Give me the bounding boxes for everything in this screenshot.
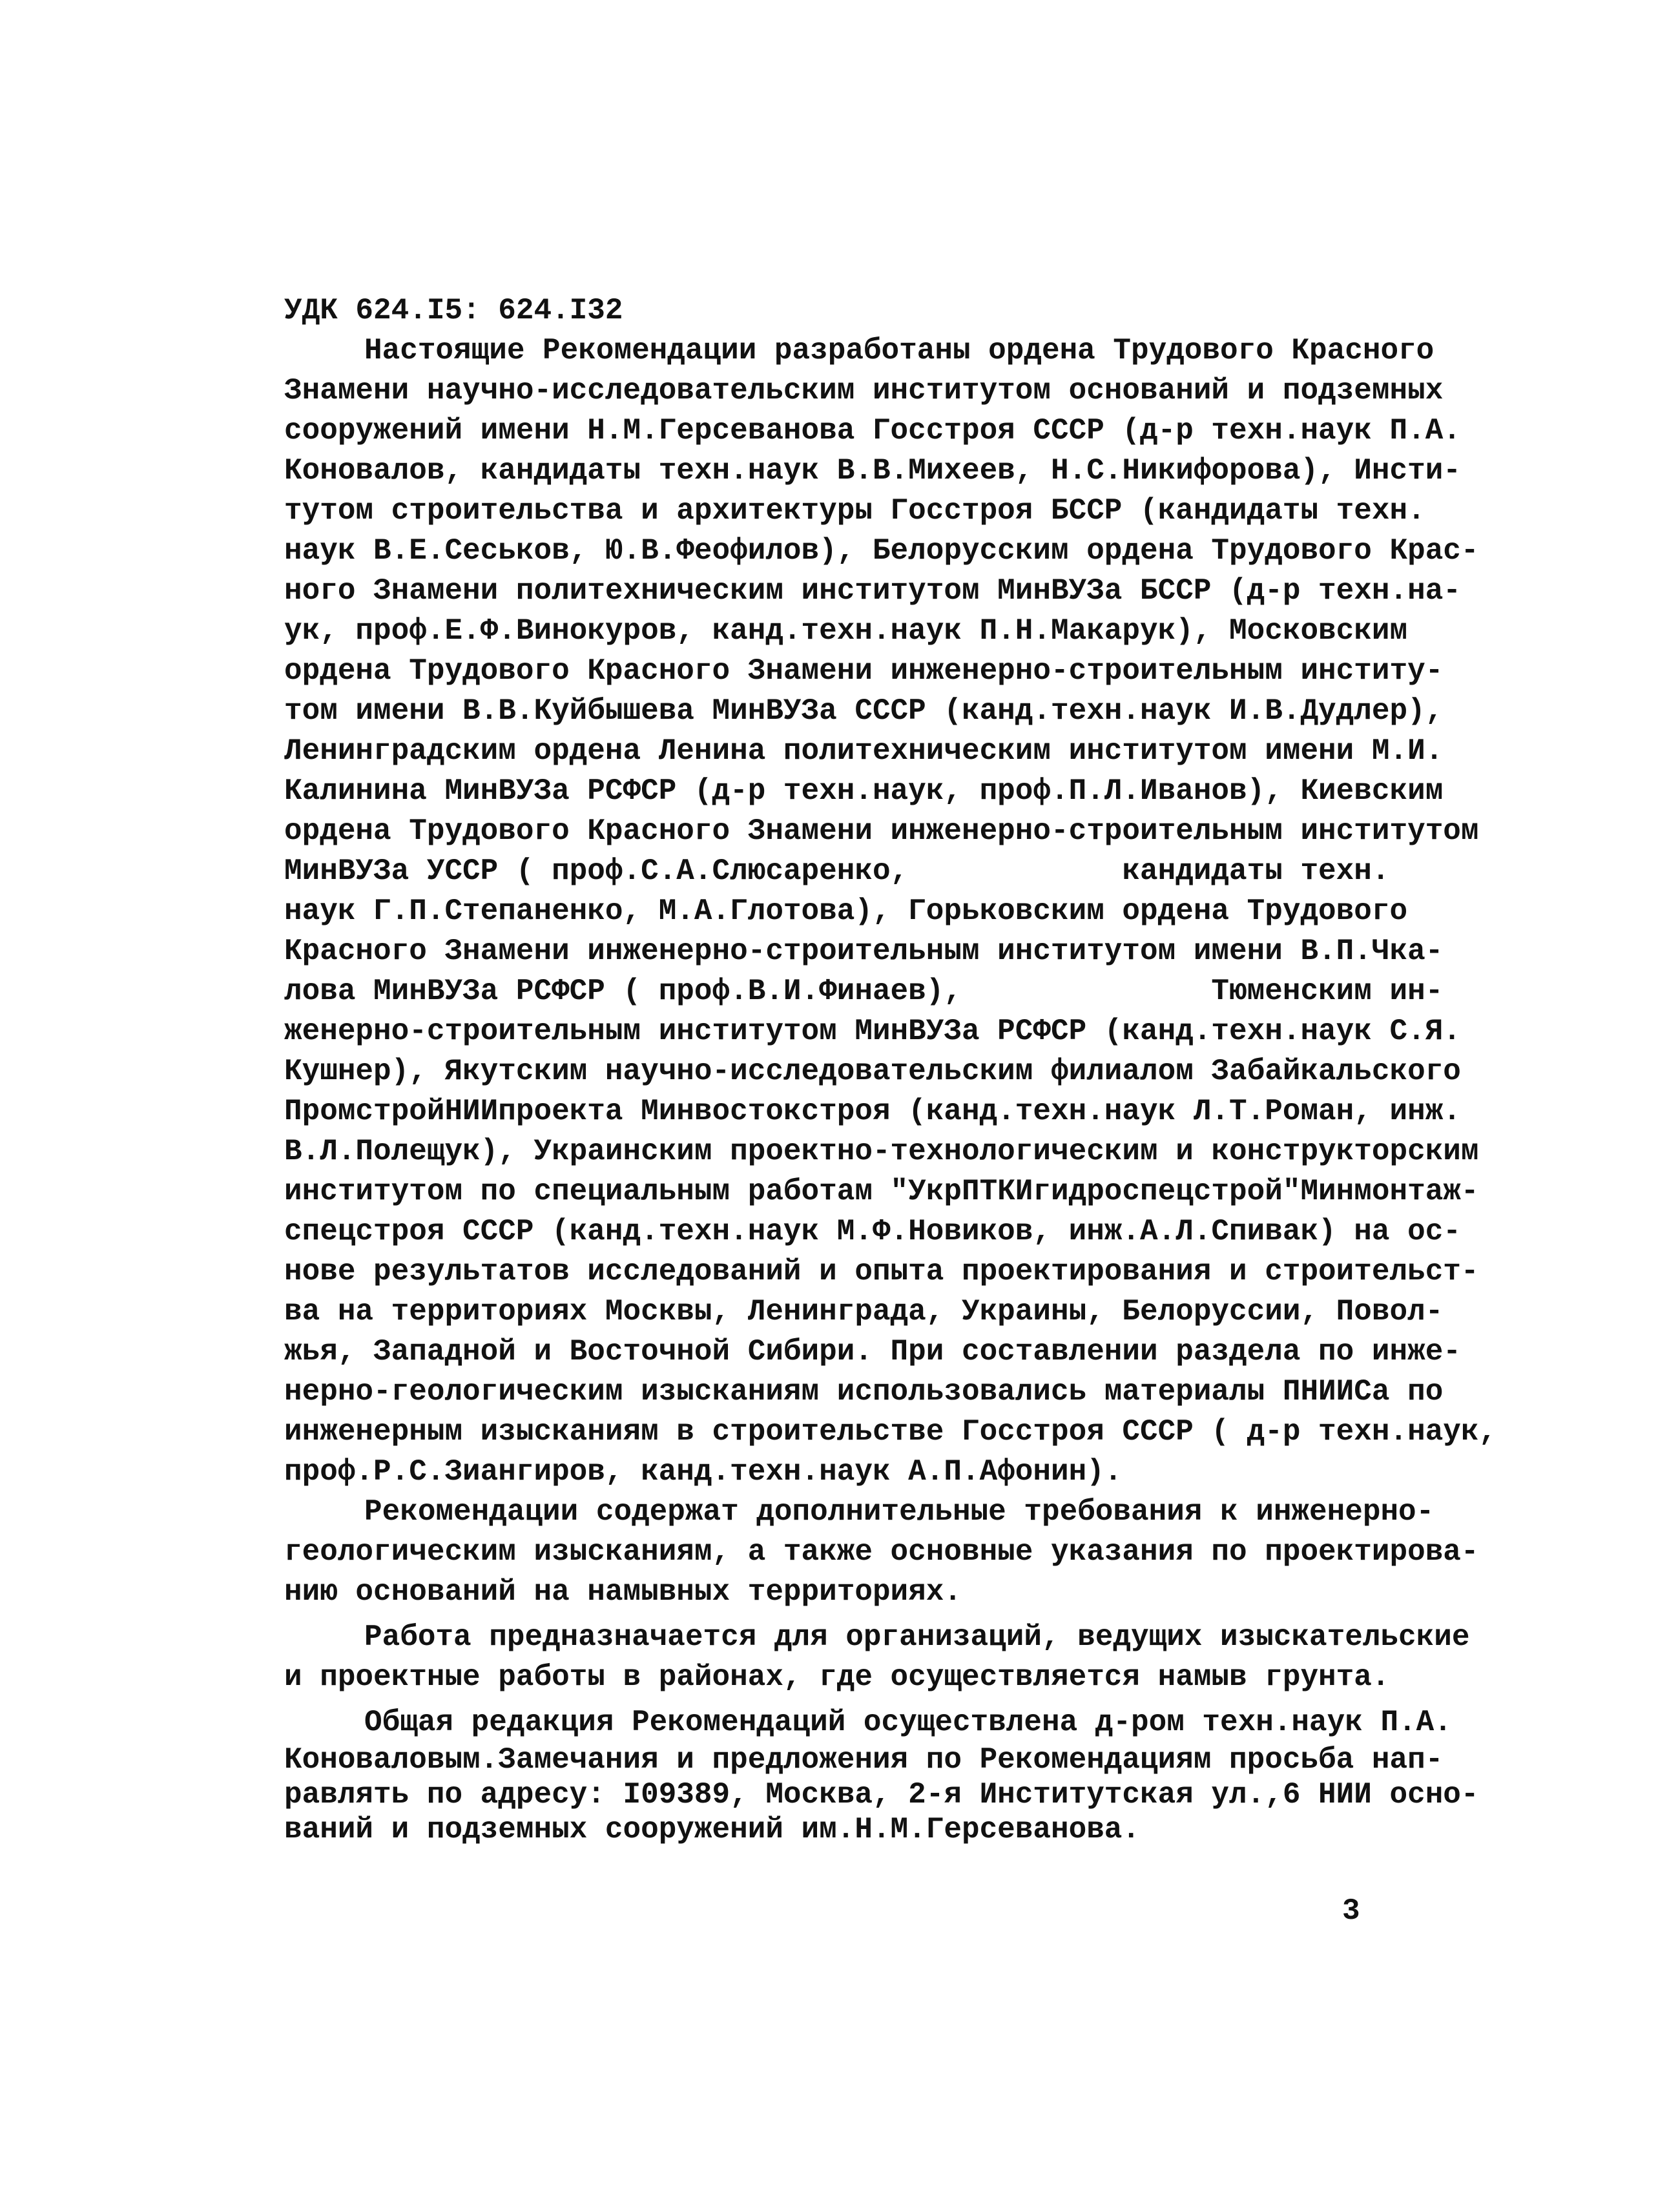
text-line: том имени В.В.Куйбышева МинВУЗа СССР (канд.техн.наук И.В.Дудлер), (284, 694, 1444, 728)
text-line: Коноваловым.Замечания и предложения по Рекомендациям просьба нап- (284, 1743, 1444, 1777)
text-line: наук Г.П.Степаненко, М.А.Глотова), Горьковским ордена Трудового (284, 894, 1408, 928)
text-line: нове результатов исследований и опыта проектирования и строительст- (284, 1255, 1479, 1288)
text-line: наук В.Е.Сеськов, Ю.В.Феофилов), Белорусским ордена Трудового Крас- (284, 534, 1479, 568)
text-line: нию оснований на намывных территориях. (284, 1575, 962, 1609)
text-line: тутом строительства и архитектуры Госстроя БССР (кандидаты техн. (284, 494, 1425, 528)
text-line: Настоящие Рекомендации разработаны ордена Трудового Красного (364, 334, 1435, 367)
text-line: проф.Р.С.Зиангиров, канд.техн.наук А.П.Афонин). (284, 1455, 1123, 1489)
text-line: ордена Трудового Красного Знамени инженерно-строительным институ- (284, 654, 1444, 688)
text-line: Красного Знамени инженерно-строительным институтом имени В.П.Чка- (284, 935, 1444, 968)
text-line: сооружений имени Н.М.Герсеванова Госстроя СССР (д-р техн.наук П.А. (284, 414, 1461, 448)
text-line: Кушнер), Якутским научно-исследовательским филиалом Забайкальского (284, 1055, 1461, 1088)
text-line: инженерным изысканиям в строительстве Госстроя СССР ( д-р техн.наук, (284, 1415, 1497, 1449)
text-line: ПромстройНИИпроекта Минвостокстроя (канд.техн.наук Л.Т.Роман, инж. (284, 1095, 1461, 1128)
text-line: Общая редакция Рекомендаций осуществлена д-ром техн.наук П.А. (364, 1706, 1452, 1739)
text-line: Рекомендации содержат дополнительные требования к инженерно- (364, 1495, 1435, 1529)
text-line: Калинина МинВУЗа РСФСР (д-р техн.наук, проф.П.Л.Иванов), Киевским (284, 774, 1444, 808)
udk-code: УДК 624.I5: 624.I32 (284, 294, 623, 327)
text-line: спецстроя СССР (канд.техн.наук М.Ф.Новиков, инж.А.Л.Спивак) на ос- (284, 1215, 1461, 1248)
text-line: В.Л.Полещук), Украинским проектно-технологическим и конструкторским (284, 1135, 1479, 1168)
text-line: лова МинВУЗа РСФСР ( проф.В.И.Финаев), Тюменским ин- (284, 975, 1444, 1008)
text-line: ваний и подземных сооружений им.Н.М.Герсеванова. (284, 1813, 1141, 1846)
text-line: ва на территориях Москвы, Ленинграда, Украины, Белоруссии, Повол- (284, 1295, 1444, 1328)
text-line: ук, проф.Е.Ф.Винокуров, канд.техн.наук П.Н.Макарук), Московским (284, 614, 1408, 648)
text-line: Коновалов, кандидаты техн.наук В.В.Михеев, Н.С.Никифорова), Инсти- (284, 454, 1461, 488)
text-line: нерно-геологическим изысканиям использовались материалы ПНИИСа по (284, 1375, 1444, 1409)
page-number: 3 (1342, 1894, 1360, 1928)
text-line: женерно-строительным институтом МинВУЗа РСФСР (канд.техн.наук С.Я. (284, 1015, 1461, 1048)
text-line: институтом по специальным работам "УкрПТКИгидроспецстрой"Минмонтаж- (284, 1175, 1479, 1208)
text-line: ордена Трудового Красного Знамени инженерно-строительным институтом (284, 814, 1479, 848)
text-line: ного Знамени политехническим институтом МинВУЗа БССР (д-р техн.на- (284, 574, 1461, 608)
text-line: равлять по адресу: I09389, Москва, 2-я Институтская ул.,6 НИИ осно- (284, 1778, 1479, 1812)
text-line: Ленинградским ордена Ленина политехническим институтом имени М.И. (284, 734, 1444, 768)
text-line: жья, Западной и Восточной Сибири. При составлении раздела по инже- (284, 1335, 1461, 1369)
text-line: и проектные работы в районах, где осуществляется намыв грунта. (284, 1660, 1390, 1694)
text-line: МинВУЗа УССР ( проф.С.А.Слюсаренко, кандидаты техн. (284, 854, 1390, 888)
text-line: Знамени научно-исследовательским институтом оснований и подземных (284, 374, 1444, 408)
text-line: геологическим изысканиям, а также основные указания по проектирова- (284, 1535, 1479, 1569)
text-line: Работа предназначается для организаций, ведущих изыскательские (364, 1620, 1470, 1654)
